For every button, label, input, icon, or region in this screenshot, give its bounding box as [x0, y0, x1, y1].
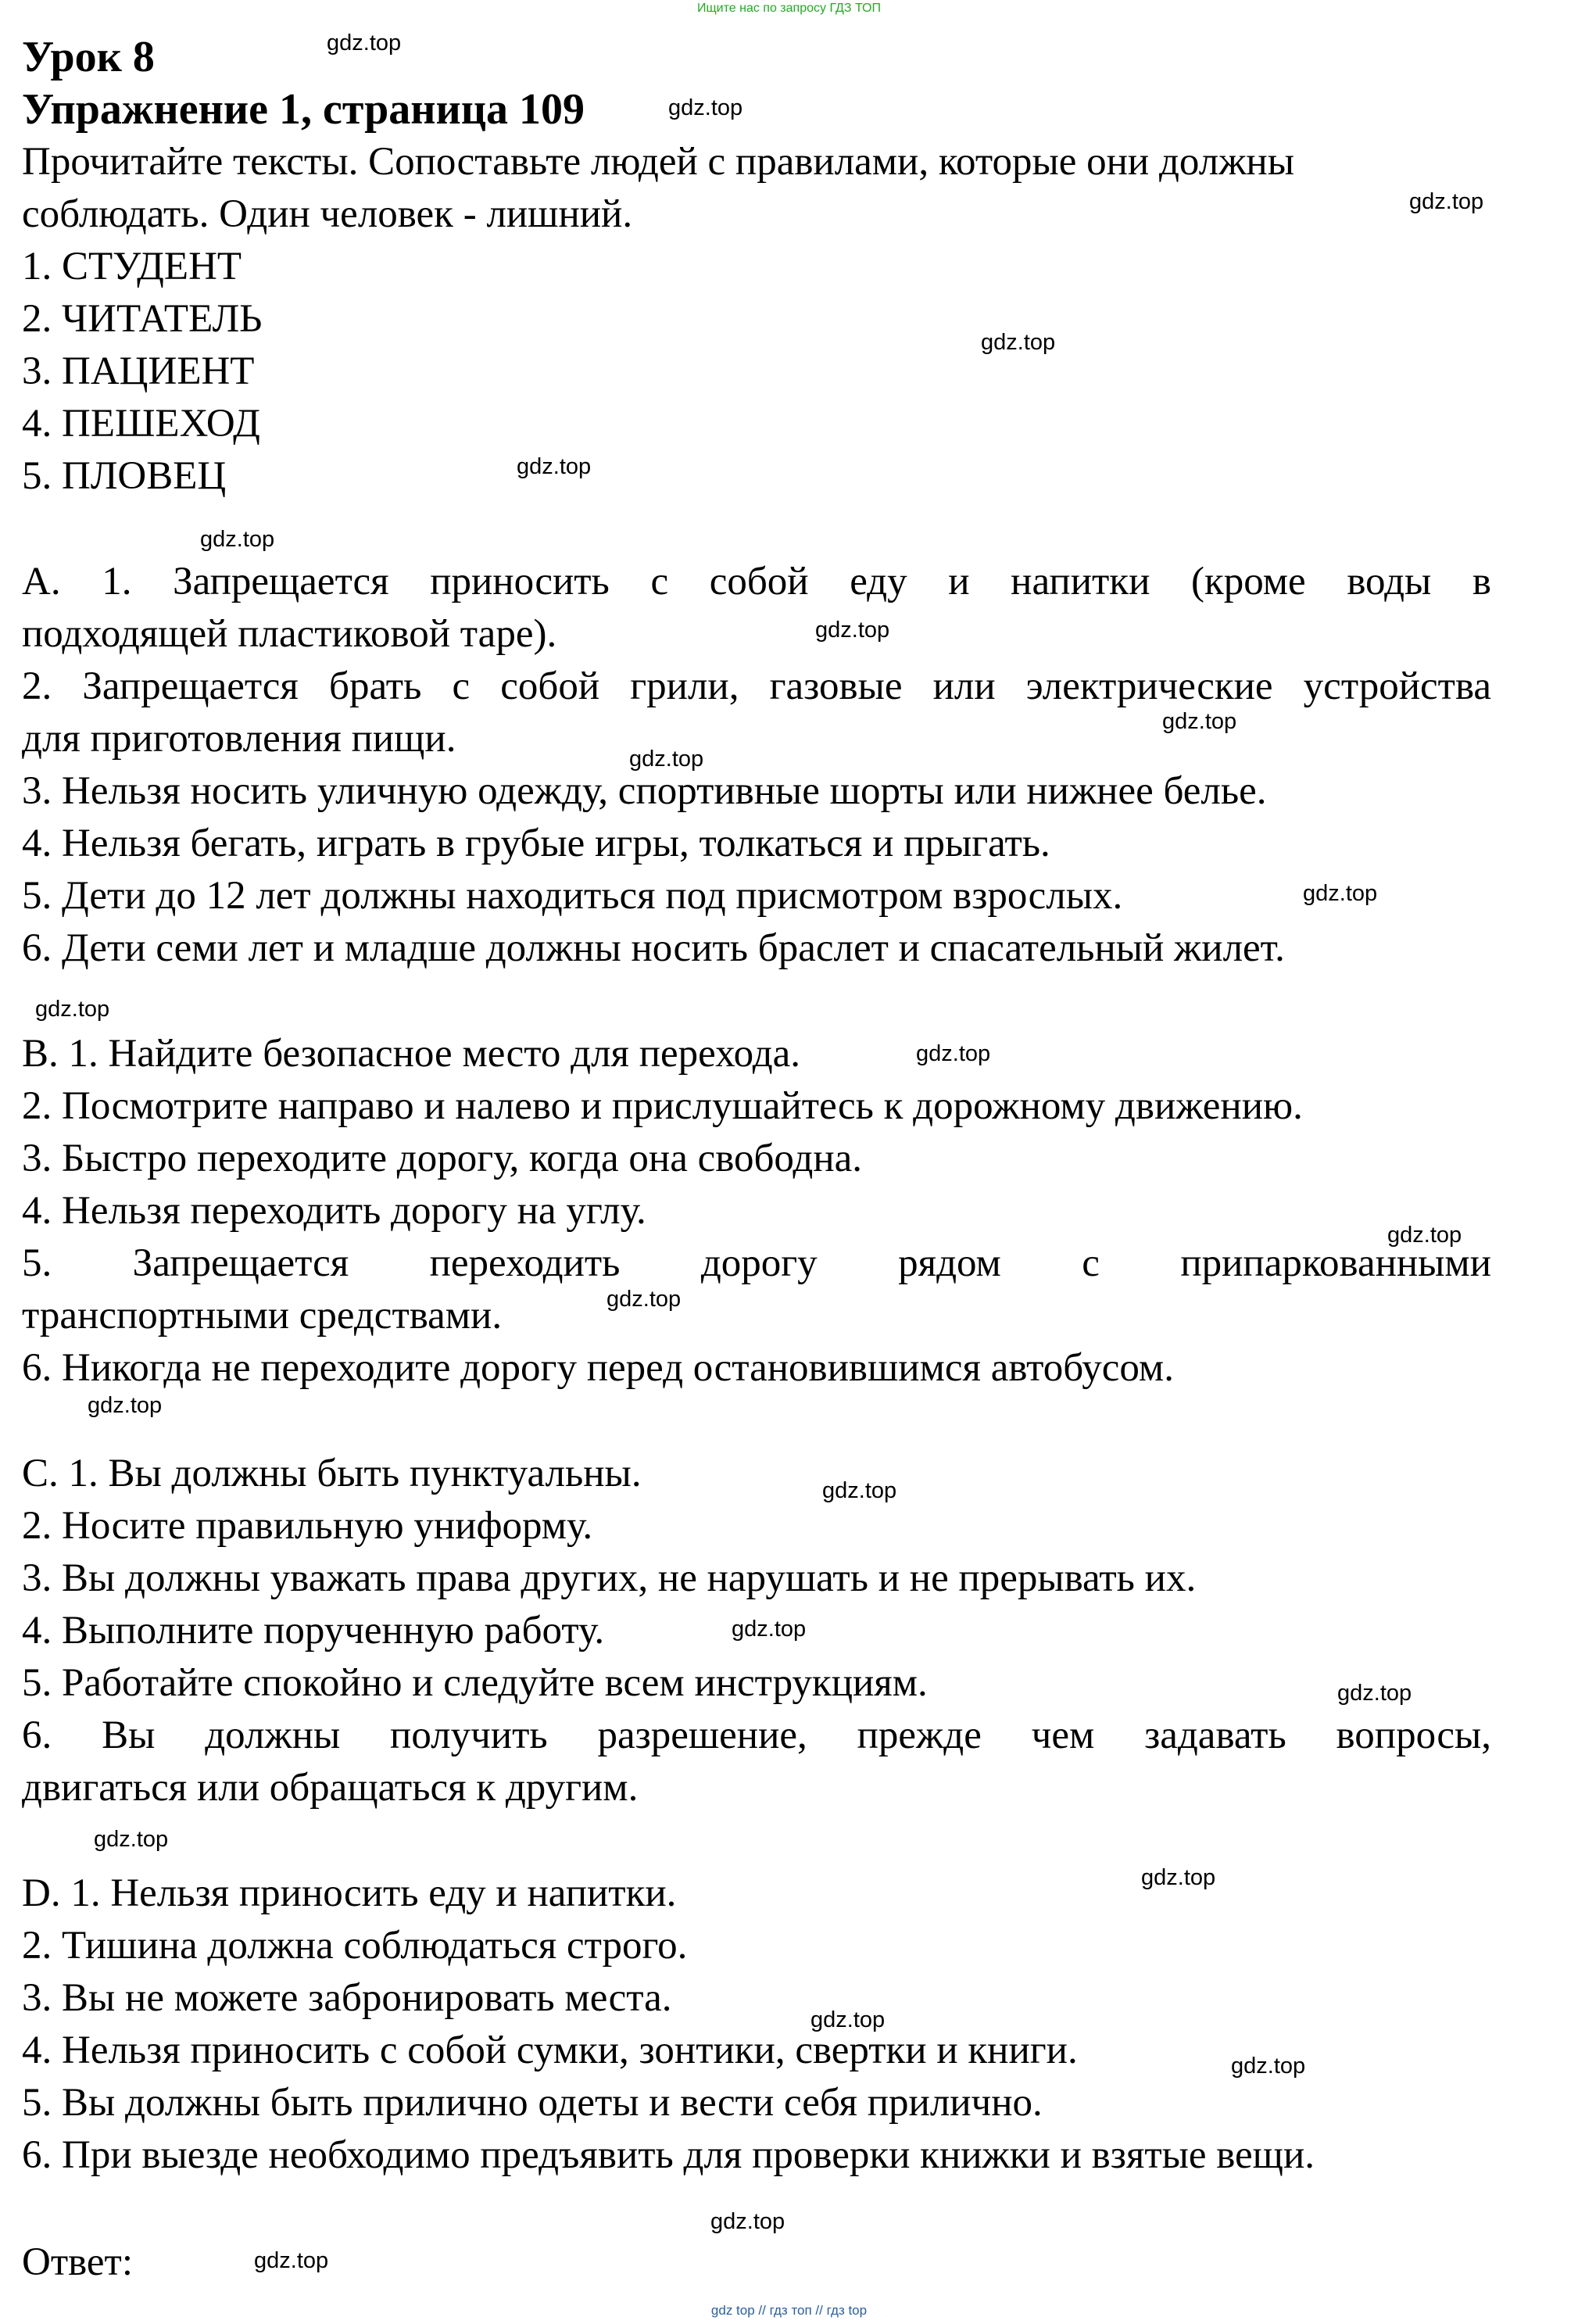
answer-label: Ответ:	[22, 2240, 133, 2284]
section-b-line: 6. Никогда не переходите дорогу перед остановившимся автобусом.	[22, 1346, 1174, 1390]
bottom-banner: gdz top // гдз топ // гдз top	[710, 2303, 868, 2318]
watermark: gdz.top	[815, 618, 890, 643]
exercise-title: Упражнение 1, страница 109	[22, 85, 585, 134]
section-d-line: D. 1. Нельзя приносить еду и напитки.	[22, 1871, 677, 1915]
watermark: gdz.top	[732, 1617, 807, 1642]
watermark: gdz.top	[88, 1393, 163, 1418]
section-a-line: 5. Дети до 12 лет должны находиться под присмотром взрослых.	[22, 874, 1123, 918]
watermark: gdz.top	[1303, 881, 1378, 906]
watermark: gdz.top	[1337, 1681, 1412, 1706]
section-b-line: 5. Запрещается переходить дорогу рядом с припаркованными	[22, 1241, 1491, 1285]
section-d-line: 6. При выезде необходимо предъявить для проверки книжки и взятые вещи.	[22, 2133, 1315, 2177]
watermark: gdz.top	[1141, 1865, 1216, 1890]
watermark: gdz.top	[916, 1041, 991, 1066]
section-c-line: 4. Выполните порученную работу.	[22, 1609, 605, 1653]
watermark: gdz.top	[254, 2248, 329, 2273]
lesson-title: Урок 8	[22, 33, 155, 81]
person-item-pedestrian: 4. ПЕШЕХОД	[22, 402, 260, 446]
section-d-line: 5. Вы должны быть прилично одеты и вести себя прилично.	[22, 2081, 1043, 2125]
watermark: gdz.top	[327, 30, 402, 56]
section-c-line: 5. Работайте спокойно и следуйте всем инструкциям.	[22, 1661, 928, 1705]
task-text-line-1: Прочитайте тексты. Сопоставьте людей с правилами, которые они должны	[22, 140, 1294, 184]
watermark: gdz.top	[1231, 2054, 1306, 2079]
section-b-line: В. 1. Найдите безопасное место для перехода.	[22, 1032, 801, 1076]
section-a-line: 4. Нельзя бегать, играть в грубые игры, толкаться и прыгать.	[22, 822, 1050, 865]
section-d-line: 3. Вы не можете забронировать места.	[22, 1976, 672, 2020]
section-d-line: 4. Нельзя приносить с собой сумки, зонтики, свертки и книги.	[22, 2029, 1078, 2072]
watermark: gdz.top	[822, 1478, 897, 1503]
watermark: gdz.top	[607, 1287, 682, 1312]
person-item-reader: 2. ЧИТАТЕЛЬ	[22, 297, 263, 341]
watermark: gdz.top	[200, 527, 275, 552]
watermark: gdz.top	[1387, 1223, 1462, 1248]
person-item-patient: 3. ПАЦИЕНТ	[22, 349, 255, 393]
section-a-line: А. 1. Запрещается приносить с собой еду и напитки (кроме воды в	[22, 560, 1491, 603]
section-c-line: 3. Вы должны уважать права других, не нарушать и не прерывать их.	[22, 1556, 1197, 1600]
person-item-student: 1. СТУДЕНТ	[22, 245, 242, 288]
watermark: gdz.top	[629, 747, 704, 772]
section-a-line: 6. Дети семи лет и младше должны носить браслет и спасательный жилет.	[22, 926, 1285, 970]
watermark: gdz.top	[710, 2209, 785, 2234]
task-text-line-2: соблюдать. Один человек - лишний.	[22, 192, 633, 236]
section-c-line: С. 1. Вы должны быть пунктуальны.	[22, 1452, 642, 1495]
watermark: gdz.top	[1162, 709, 1237, 734]
section-c-line: 2. Носите правильную униформу.	[22, 1504, 593, 1548]
person-item-swimmer: 5. ПЛОВЕЦ	[22, 454, 227, 498]
section-a-line: подходящей пластиковой таре).	[22, 612, 557, 656]
section-c-line: двигаться или обращаться к другим.	[22, 1766, 639, 1810]
section-c-line: 6. Вы должны получить разрешение, прежде чем задавать вопросы,	[22, 1713, 1491, 1757]
watermark: gdz.top	[810, 2007, 886, 2032]
section-a-line: для приготовления пищи.	[22, 717, 456, 761]
watermark: gdz.top	[94, 1827, 169, 1852]
section-b-line: транспортными средствами.	[22, 1294, 503, 1337]
top-banner: Ищите нас по запросу ГДЗ ТОП	[697, 2, 881, 15]
section-b-line: 4. Нельзя переходить дорогу на углу.	[22, 1189, 646, 1233]
watermark: gdz.top	[1409, 189, 1484, 214]
watermark: gdz.top	[981, 330, 1056, 355]
section-b-line: 2. Посмотрите направо и налево и прислушайтесь к дорожному движению.	[22, 1084, 1303, 1128]
section-a-line: 2. Запрещается брать с собой грили, газовые или электрические устройства	[22, 664, 1491, 708]
section-a-line: 3. Нельзя носить уличную одежду, спортивные шорты или нижнее белье.	[22, 769, 1267, 813]
watermark: gdz.top	[668, 95, 743, 120]
section-d-line: 2. Тишина должна соблюдаться строго.	[22, 1924, 688, 1968]
watermark: gdz.top	[35, 997, 110, 1022]
watermark: gdz.top	[517, 454, 592, 479]
section-b-line: 3. Быстро переходите дорогу, когда она свободна.	[22, 1137, 863, 1180]
